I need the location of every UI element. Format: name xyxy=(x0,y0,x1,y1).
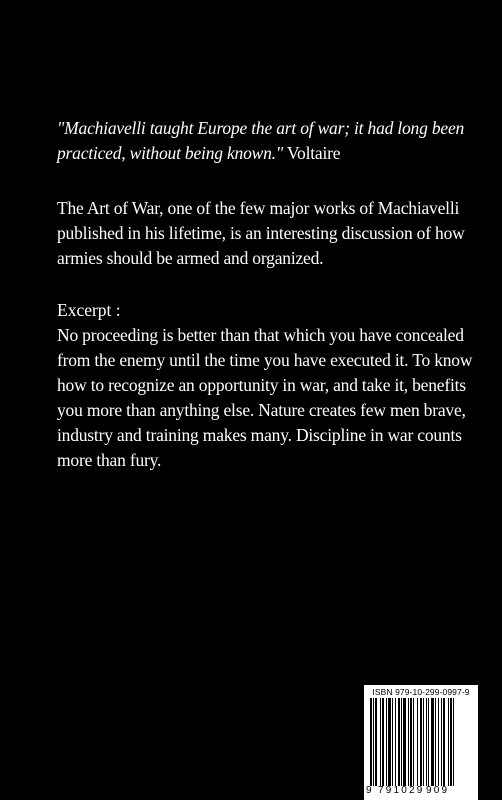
barcode-stripe xyxy=(431,698,434,786)
quote-author: Voltaire xyxy=(286,143,341,163)
barcode-lead-digit: 9 xyxy=(366,785,372,796)
barcode-stripe xyxy=(413,698,414,786)
barcode-right-digits: 909 xyxy=(426,785,450,796)
barcode-stripe xyxy=(450,698,452,786)
barcode-stripe xyxy=(380,698,381,786)
isbn-label: ISBN 979-10-299-0997-9 xyxy=(372,687,470,697)
barcode-stripe xyxy=(423,698,424,786)
excerpt-text: No proceeding is better than that which you have concealed from the enemy until the time you have executed it. To know how to recognize an opportunity in war, and take it, benefits you more than anything else. Nature creates few men brave, industry and training makes many. Discipline in war counts more than fury. xyxy=(57,325,473,470)
barcode-stripe xyxy=(370,698,372,786)
barcode-stripe xyxy=(443,698,445,786)
book-description: The Art of War, one of the few major works of Machiavelli published in his lifetime, is an interesting discussion of how armies should be armed and organized. xyxy=(57,198,465,268)
barcode-stripe xyxy=(426,698,427,786)
barcode-stripe xyxy=(401,698,402,786)
quote-block xyxy=(57,116,477,166)
barcode-stripe xyxy=(395,698,396,786)
barcode-stripe xyxy=(410,698,412,786)
barcode-stripe xyxy=(398,698,400,786)
barcode-stripe xyxy=(373,698,374,786)
barcode-stripe xyxy=(448,698,449,786)
barcode-stripe xyxy=(438,698,439,786)
barcode-bars xyxy=(370,698,472,786)
barcode-stripe xyxy=(403,698,406,786)
barcode-stripe xyxy=(382,698,384,786)
barcode-stripe xyxy=(428,698,429,786)
barcode-stripe xyxy=(392,698,393,786)
barcode-left-digits: 791029 xyxy=(378,785,425,796)
excerpt-heading: Excerpt : xyxy=(57,300,121,320)
quote-text: "Machiavelli taught Europe the art of war; it had long been practiced, without being known." xyxy=(57,118,465,163)
barcode-stripe xyxy=(386,698,387,786)
barcode-stripe xyxy=(388,698,391,786)
barcode-stripe xyxy=(408,698,409,786)
barcode-stripe xyxy=(435,698,436,786)
barcode-stripe xyxy=(417,698,418,786)
barcode-stripe xyxy=(375,698,377,786)
barcode-stripe xyxy=(420,698,422,786)
barcode-stripe xyxy=(453,698,454,786)
barcode-stripe xyxy=(441,698,442,786)
isbn-barcode xyxy=(364,685,478,800)
